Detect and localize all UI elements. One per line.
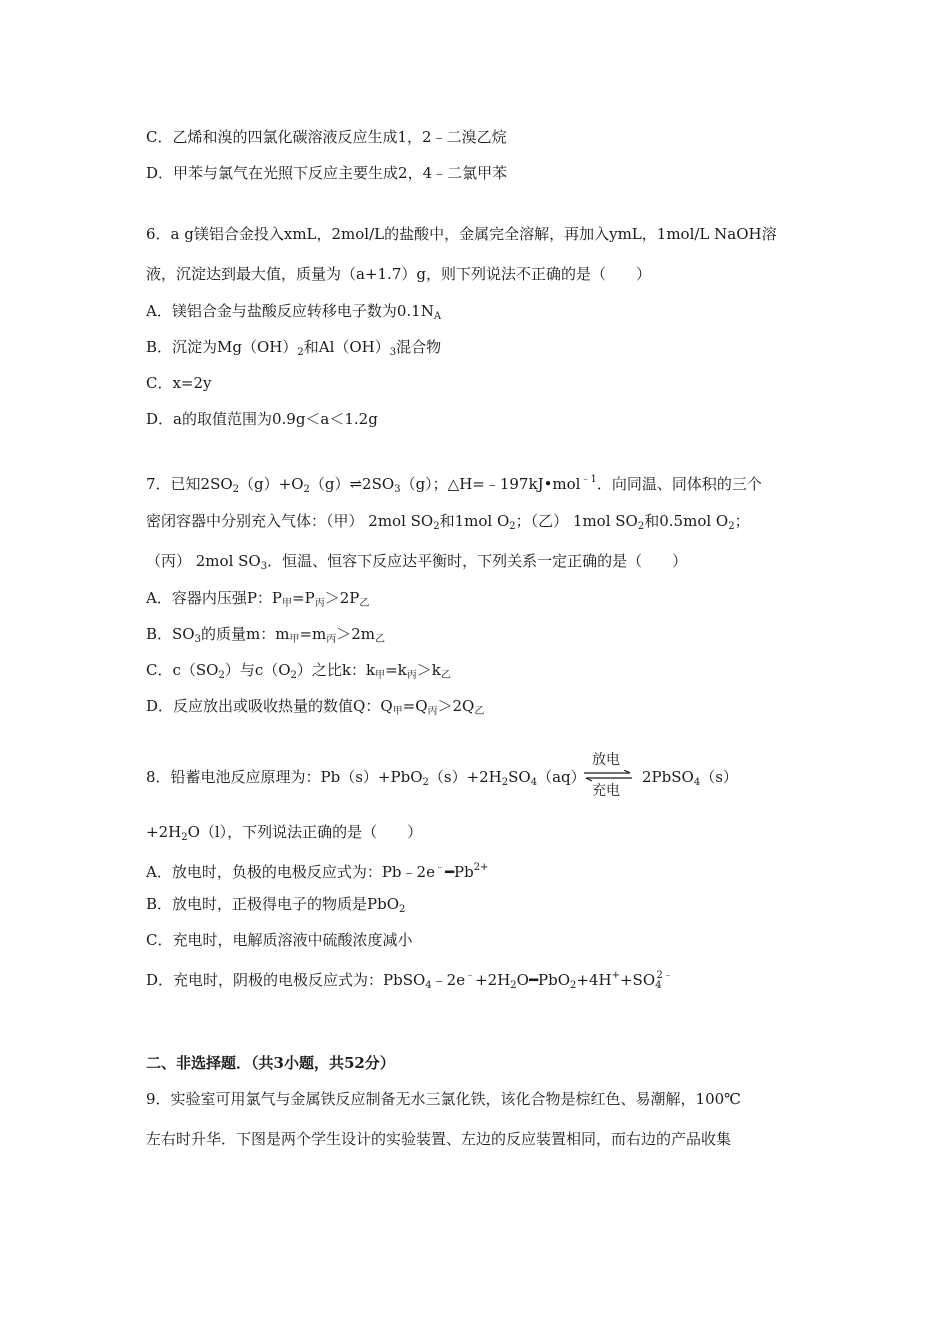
text: A．镁铝合金与盐酸反应转移电子数为0.1N — [146, 302, 434, 320]
q5-option-d: D．甲苯与氯气在光照下反应主要生成2，4﹣二氯甲苯 — [146, 164, 508, 182]
text: +4H — [576, 971, 612, 989]
text: A．容器内压强P：P — [146, 589, 283, 607]
text: D．反应放出或吸收热量的数值Q：Q — [146, 697, 393, 715]
subscript: 乙 — [375, 634, 386, 645]
q7-option-c — [146, 660, 451, 686]
text: ； — [734, 512, 750, 530]
q7-option-a — [146, 588, 369, 614]
text: （s） — [700, 768, 738, 786]
reversible-arrow — [582, 753, 634, 801]
subscript: 甲 — [282, 598, 293, 609]
subscript: 乙 — [440, 670, 451, 681]
text: D．充电时，阴极的电极反应式为：PbSO — [146, 971, 426, 989]
text: =Q — [402, 697, 428, 715]
subscript: 2 — [290, 670, 297, 681]
q8-stem-line1-product — [642, 767, 738, 793]
text: ＞2P — [324, 589, 360, 607]
q6-stem-line2: 液，沉淀达到最大值，质量为（a+1.7）g，则下列说法不正确的是（ ） — [146, 265, 651, 283]
subscript: 丙 — [314, 598, 325, 609]
text: =m — [299, 625, 327, 643]
text: ﹣2e — [431, 971, 466, 989]
text: +SO — [619, 971, 656, 989]
text: 和0.5mol O — [644, 512, 729, 530]
subscript: 2 — [303, 484, 310, 495]
subscript: 2 — [509, 521, 516, 532]
subscript: 4 — [425, 980, 432, 991]
superscript: ﹣ — [434, 862, 445, 873]
subscript: 2 — [181, 832, 188, 843]
q7-option-d — [146, 696, 484, 722]
subscript: 甲 — [289, 634, 300, 645]
q6-option-c: C．x=2y — [146, 374, 212, 392]
q8-stem-line2 — [146, 822, 422, 848]
superscript: + — [611, 970, 620, 981]
q7-stem-line2 — [146, 511, 750, 537]
subscript: 2 — [570, 980, 577, 991]
subscript: 2 — [218, 670, 225, 681]
q8-option-c: C．充电时，电解质溶液中硫酸浓度减小 — [146, 931, 413, 949]
subscript: 丙 — [427, 706, 438, 717]
text: 密闭容器中分别充入气体：（甲） 2mol SO — [146, 512, 434, 530]
text: 的质量m：m — [200, 625, 290, 643]
q7-stem-line3 — [146, 551, 687, 577]
text: B．SO — [146, 625, 195, 643]
subscript: 2 — [399, 904, 406, 915]
subscript: 4 — [530, 777, 538, 788]
q6-option-a — [146, 301, 441, 327]
text: ＞k — [416, 661, 441, 679]
text: （g）⇌2SO — [309, 475, 395, 493]
subscript: 2 — [422, 777, 429, 788]
text: B．放电时，正极得电子的物质是PbO — [146, 895, 400, 913]
q6-stem-line1: 6．a g镁铝合金投入xmL，2mol/L的盐酸中，金属完全溶解，再加入ymL，1mol/L NaOH溶 — [146, 225, 777, 243]
equilibrium-arrow-icon — [582, 770, 634, 782]
subscript: 3 — [260, 561, 268, 572]
section-title: 二、非选择题．（共3小题，共52分） — [146, 1054, 395, 1072]
subscript: 4 — [655, 980, 662, 991]
subscript: 丙 — [326, 634, 337, 645]
text: =k — [385, 661, 407, 679]
subscript: 3 — [394, 484, 401, 495]
text: 和Al（OH） — [303, 338, 390, 356]
superscript: 2+ — [473, 862, 489, 873]
text: =P — [292, 589, 315, 607]
text: O━PbO — [516, 971, 570, 989]
text: ＞2m — [336, 625, 376, 643]
text: ━Pb — [444, 863, 474, 881]
text: ）之比k：k — [296, 661, 376, 679]
text: 2PbSO — [642, 768, 694, 786]
text: O（l），下列说法正确的是（ ） — [187, 823, 423, 841]
text: （g）+O — [239, 475, 304, 493]
text: ．向同温、同体积的三个 — [596, 475, 762, 493]
q8-option-a — [146, 858, 488, 882]
text: SO — [508, 768, 531, 786]
subscript: 甲 — [375, 670, 386, 681]
superscript: ﹣ — [465, 970, 476, 981]
q9-stem-line2: 左右时升华．下图是两个学生设计的实验装置、左边的反应装置相同，而右边的产品收集 — [146, 1130, 732, 1148]
text: （aq） — [537, 768, 586, 786]
q7-stem-line1 — [146, 470, 762, 500]
text: 和1mol O — [439, 512, 510, 530]
superscript: ﹣1 — [580, 474, 597, 485]
text: ）与c（O — [224, 661, 291, 679]
text: 8．铅蓄电池反应原理为：Pb（s）+PbO — [146, 768, 423, 786]
subscript: A — [433, 311, 442, 322]
subscript: 4 — [693, 777, 701, 788]
arrow-label-bottom: 充电 — [592, 783, 620, 799]
text: （s）+2H — [428, 768, 502, 786]
text: ．恒温、恒容下反应达平衡时，下列关系一定正确的是（ ） — [267, 552, 688, 570]
subscript: 2 — [637, 521, 645, 532]
subscript: 2 — [297, 347, 304, 358]
subscript: 乙 — [359, 598, 370, 609]
q8-option-d — [146, 966, 673, 996]
q8-option-b — [146, 894, 405, 920]
text: 7．已知2SO — [146, 475, 233, 493]
q9-stem-line1: 9．实验室可用氯气与金属铁反应制备无水三氯化铁，该化合物是棕红色、易潮解，100℃ — [146, 1090, 741, 1108]
text: （丙） 2mol SO — [146, 552, 261, 570]
subscript: 甲 — [392, 706, 403, 717]
text: C．c（SO — [146, 661, 219, 679]
q7-option-b — [146, 624, 385, 650]
superscript: 2﹣ — [656, 970, 673, 981]
subscript: 2 — [433, 521, 440, 532]
subscript: 乙 — [474, 706, 485, 717]
subscript: 2 — [510, 980, 517, 991]
text: 混合物 — [396, 338, 442, 356]
q5-option-c: C．乙烯和溴的四氯化碳溶液反应生成1，2﹣二溴乙烷 — [146, 128, 507, 146]
text: ；（乙） 1mol SO — [515, 512, 638, 530]
arrow-label-top: 放电 — [592, 752, 620, 768]
text: A．放电时，负极的电极反应式为：Pb﹣2e — [146, 863, 435, 881]
subscript: 3 — [389, 347, 397, 358]
text: +2H — [146, 823, 182, 841]
text: +2H — [475, 971, 511, 989]
subscript: 2 — [728, 521, 735, 532]
subscript: 2 — [501, 777, 509, 788]
text: B．沉淀为Mg（OH） — [146, 338, 298, 356]
subscript: 2 — [232, 484, 240, 495]
q8-stem-line1 — [146, 767, 586, 793]
q6-option-b — [146, 337, 441, 363]
text: ＞2Q — [437, 697, 475, 715]
q6-option-d: D．a的取值范围为0.9g＜a＜1.2g — [146, 410, 378, 428]
text: （g）；△H=﹣197kJ•mol — [400, 475, 581, 493]
subscript: 丙 — [406, 670, 417, 681]
subscript: 3 — [194, 634, 201, 645]
